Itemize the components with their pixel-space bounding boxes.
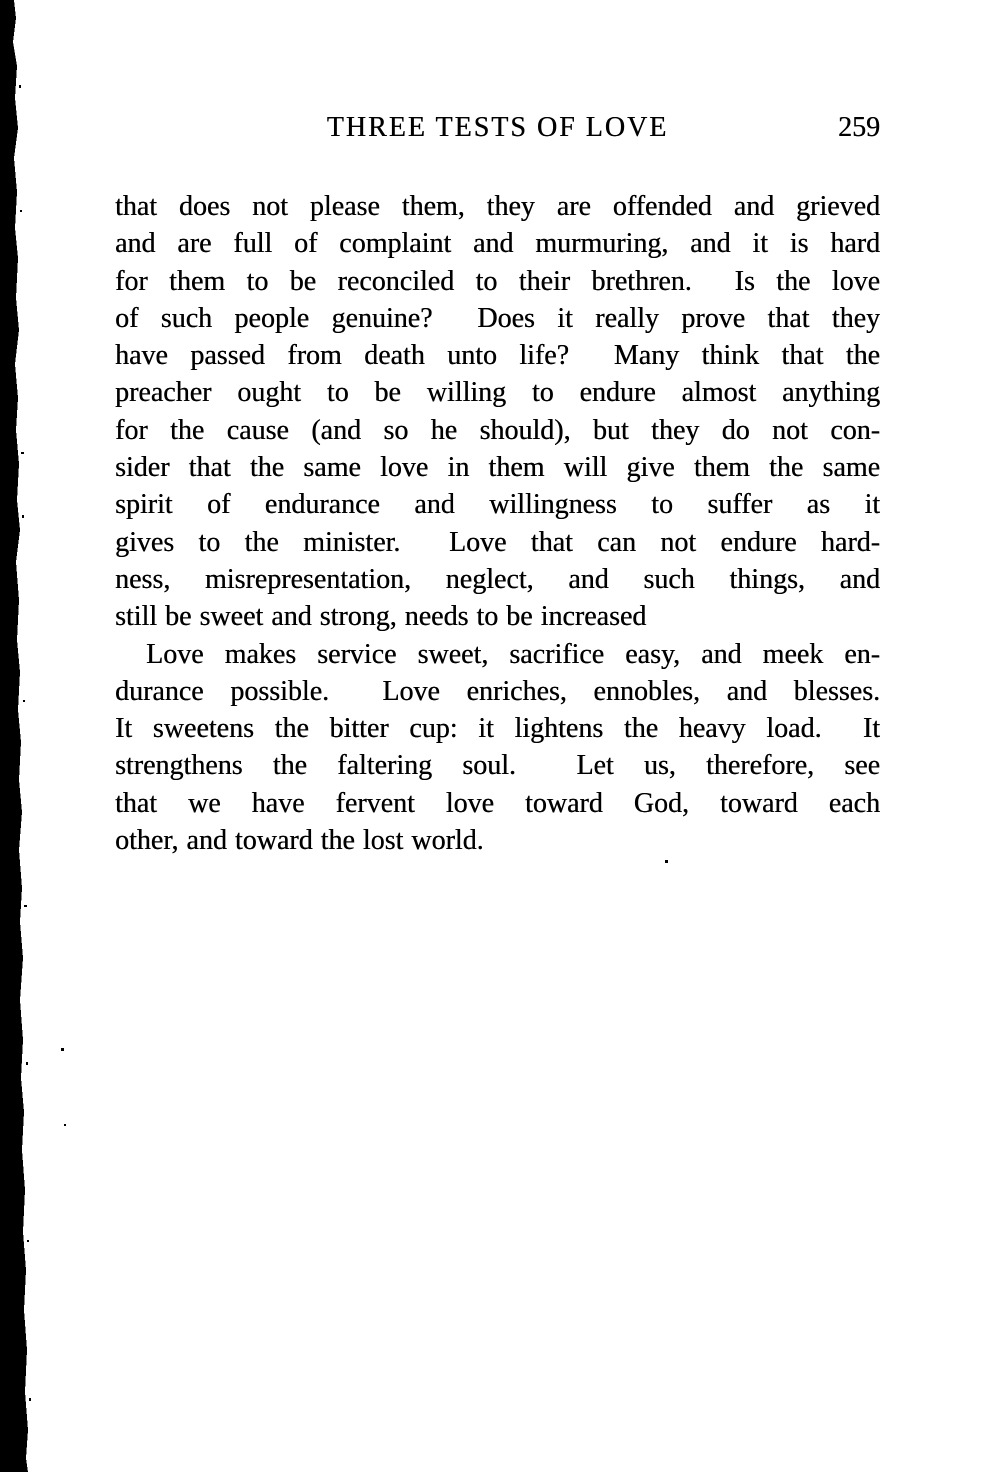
page-number: 259	[838, 112, 880, 143]
text-line: strengthens the faltering soul. Let us, therefore, see	[115, 750, 880, 782]
text-line: durance possible. Love enriches, ennobles, and blesses.	[115, 675, 880, 707]
scan-gutter-band	[0, 0, 40, 1472]
text-line: still be sweet and strong, needs to be increased	[115, 601, 647, 633]
text-line: of such people genuine? Does it really prove that they	[115, 302, 880, 334]
text-line: sider that the same love in them will give them the same	[115, 452, 880, 484]
scan-speckle	[64, 1124, 66, 1126]
body-text-column	[115, 188, 880, 859]
scan-speckle	[61, 1048, 64, 1051]
text-line: that we have fervent love toward God, toward each	[115, 787, 880, 819]
page-title: THREE TESTS OF LOVE	[326, 112, 669, 143]
text-line: spirit of endurance and willingness to suffer as it	[115, 489, 880, 521]
text-line: for them to be reconciled to their brethren. Is the love	[115, 265, 880, 297]
text-line: gives to the minister. Love that can not endure hard-	[115, 526, 880, 558]
text-line: and are full of complaint and murmuring, and it is hard	[115, 228, 880, 260]
text-line: other, and toward the lost world.	[115, 825, 484, 857]
text-line: have passed from death unto life? Many think that the	[115, 340, 880, 372]
text-line: Love makes service sweet, sacrifice easy, and meek en-	[146, 638, 880, 670]
text-line: for the cause (and so he should), but they do not con-	[115, 414, 880, 446]
text-line: that does not please them, they are offended and grieved	[115, 191, 880, 222]
text-line: preacher ought to be willing to endure almost anything	[115, 377, 880, 409]
text-line: ness, misrepresentation, neglect, and such things, and	[115, 563, 880, 595]
text-line: It sweetens the bitter cup: it lightens the heavy load. It	[115, 713, 880, 745]
running-header	[115, 108, 880, 148]
scan-speckle	[665, 860, 668, 863]
